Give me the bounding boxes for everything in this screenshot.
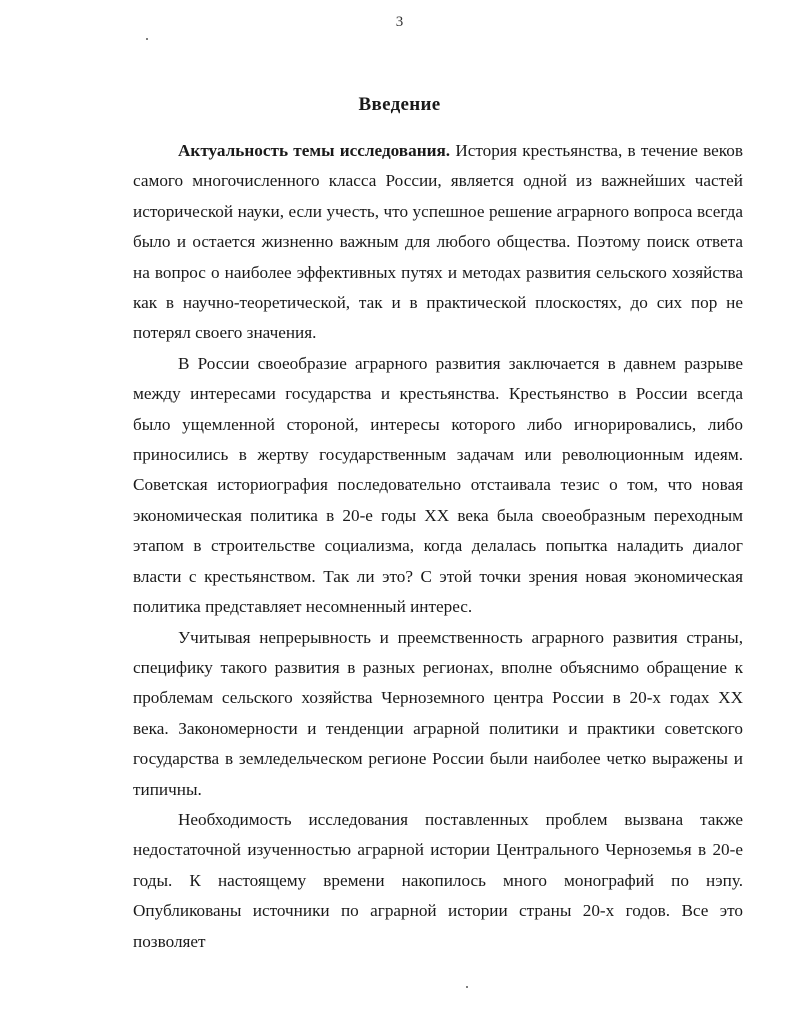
scan-speck [466,986,468,988]
paragraph-agrarian-development: В России своеобразие аграрного развития заключается в давнем разрыве между интересами государства и крестьянства. Крестьянство в России всегда было ущемленной стороной, интересы которого либо игнорировались, либо приносились в жертву государственным задачам или революционным идеям. Советская историография последовательно отстаивала тезис о том, что новая экономическая политика в 20-е годы XX века была своеобразным переходным этапом в строительстве социализма, когда делалась попытка наладить диалог власти с крестьянством. Так ли это? С этой точки зрения новая экономическая политика представляет несомненный интерес. [133,353,743,617]
page-number: 3 [395,14,404,30]
paragraph-text: История крестьянства, в течение веков самого многочисленного класса России, является одной из важнейших частей исторической науки, если учесть, что успешное решение аграрного вопроса всегда было и остается жизненно важным для любого общества. Поэтому поиск ответа на вопрос о наиболее эффективных путях и методах развития сельского хозяйства как в научно-теоретической, так и в практической плоскостях, до сих пор не потерял своего значения. [133,141,743,343]
paragraph-research-need: Необходимость исследования поставленных проблем вызвана также недостаточной изученностью аграрной истории Центрального Черноземья в 20-е годы. К настоящему времени накопилось много монографий по нэпу. Опубликованы источники по аграрной истории страны 20-х годов. Все это позволяет [133,809,743,951]
section-heading: Введение [358,94,441,115]
scan-speck [146,38,148,40]
paragraph-relevance [133,136,743,349]
paragraph-regional-specifics: Учитывая непрерывность и преемственность аграрного развития страны, специфику такого развития в разных регионах, вполне объяснимо обращение к проблемам сельского хозяйства Черноземного центра России в 20-х годах XX века. Закономерности и тенденции аграрной политики и практики советского государства в земледельческом регионе России были наиболее четко выражены и типичны. [133,627,743,799]
body-text [133,136,743,957]
paragraph-lead: Актуальность темы исследования. [178,141,451,160]
